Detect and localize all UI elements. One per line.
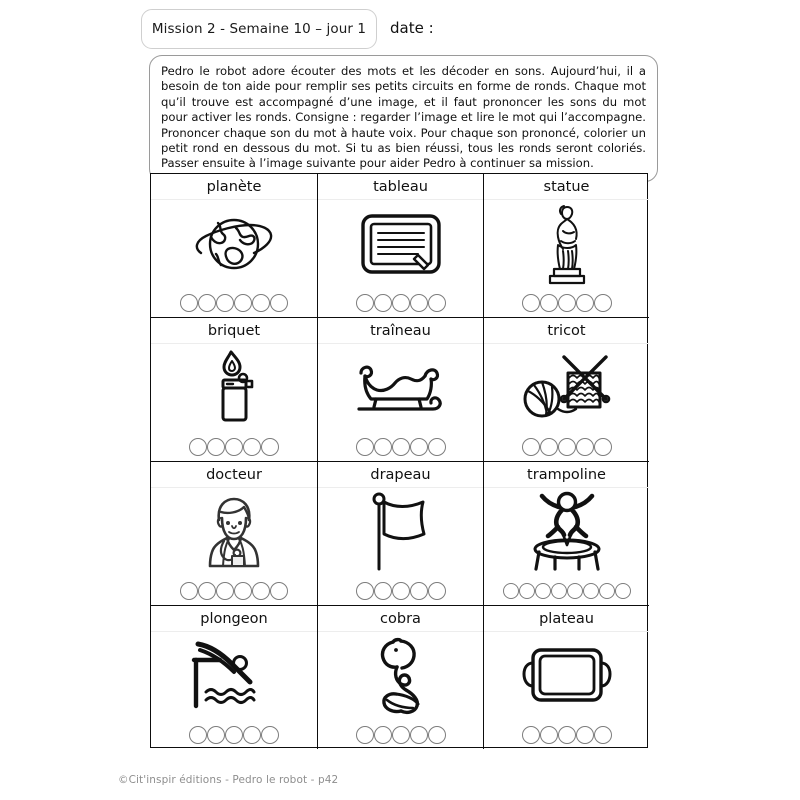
sound-circle[interactable] [540, 726, 558, 744]
sound-circle[interactable] [225, 726, 243, 744]
sound-circle[interactable] [410, 582, 428, 600]
sound-circle[interactable] [540, 294, 558, 312]
sound-circle[interactable] [392, 438, 410, 456]
instructions-text: Pedro le robot adore écouter des mots et les décoder en sons. Aujourd’hui, il a besoin de ton aide pour remplir ses petits circuits en forme de ronds. Chaque mot qu’il trouve est accompagné d’une image, et il faut prononcer les sons du mot pour activer les ronds. Consigne : regarder l’image et lire le mot qui l’accompagne. Prononcer chaque son du mot à haute voix. Pour chaque son prononcé, colorier un petit rond en dessous du mot. Si tu as bien réussi, tous les ronds seront coloriés. Passer ensuite à l’image suivante pour aider Pedro à continuer sa mission. [161, 64, 646, 171]
sound-circle[interactable] [207, 438, 225, 456]
cobra-icon [318, 632, 483, 721]
instructions-box [149, 55, 658, 182]
word-cell [151, 606, 318, 749]
sound-circle[interactable] [583, 583, 599, 599]
word-cell [484, 462, 649, 606]
sound-circle[interactable] [252, 294, 270, 312]
word-cell [484, 318, 649, 462]
sound-circle[interactable] [594, 294, 612, 312]
word-label: docteur [151, 462, 317, 488]
sound-circle[interactable] [234, 582, 252, 600]
sound-circle[interactable] [252, 582, 270, 600]
word-label: traîneau [318, 318, 483, 344]
sound-circle[interactable] [392, 294, 410, 312]
word-label: planète [151, 174, 317, 200]
planet-icon [151, 200, 317, 289]
flag-icon [318, 488, 483, 577]
word-label: tableau [318, 174, 483, 200]
mission-title-label: Mission 2 - Semaine 10 – jour 1 [151, 21, 367, 37]
sound-circle[interactable] [207, 726, 225, 744]
sound-circle[interactable] [374, 438, 392, 456]
footer-credit: ©Cit'inspir éditions - Pedro le robot - p42 [118, 774, 339, 786]
word-cell [318, 462, 484, 606]
sound-circle[interactable] [225, 438, 243, 456]
sound-circle[interactable] [180, 582, 198, 600]
sound-circle[interactable] [594, 438, 612, 456]
sound-circle[interactable] [234, 294, 252, 312]
word-grid [150, 173, 648, 748]
sound-circle[interactable] [615, 583, 631, 599]
mission-title-box [141, 9, 377, 49]
word-cell [318, 606, 484, 749]
statue-icon [484, 200, 649, 289]
page-header [0, 0, 800, 52]
sound-circles-row [151, 289, 317, 317]
sound-circle[interactable] [558, 294, 576, 312]
sound-circle[interactable] [540, 438, 558, 456]
word-cell [151, 462, 318, 606]
word-label: briquet [151, 318, 317, 344]
sound-circle[interactable] [216, 294, 234, 312]
sound-circle[interactable] [261, 726, 279, 744]
sound-circles-row [484, 289, 649, 317]
sound-circle[interactable] [198, 294, 216, 312]
sound-circles-row [484, 577, 649, 605]
sound-circle[interactable] [216, 582, 234, 600]
word-label: plateau [484, 606, 649, 632]
sound-circle[interactable] [189, 726, 207, 744]
sound-circles-row [484, 721, 649, 749]
sound-circle[interactable] [189, 438, 207, 456]
sound-circles-row [484, 433, 649, 461]
sound-circle[interactable] [567, 583, 583, 599]
sound-circle[interactable] [503, 583, 519, 599]
sound-circles-row [151, 721, 317, 749]
sound-circle[interactable] [243, 726, 261, 744]
sound-circle[interactable] [374, 726, 392, 744]
tray-icon [484, 632, 649, 721]
sound-circle[interactable] [558, 438, 576, 456]
word-cell [484, 174, 649, 318]
sound-circle[interactable] [576, 726, 594, 744]
sound-circle[interactable] [576, 438, 594, 456]
sleigh-icon [318, 344, 483, 433]
sound-circle[interactable] [392, 582, 410, 600]
sound-circles-row [151, 577, 317, 605]
sound-circle[interactable] [599, 583, 615, 599]
sound-circle[interactable] [356, 438, 374, 456]
sound-circle[interactable] [522, 294, 540, 312]
sound-circle[interactable] [180, 294, 198, 312]
sound-circle[interactable] [270, 582, 288, 600]
sound-circle[interactable] [356, 582, 374, 600]
word-cell [151, 174, 318, 318]
doctor-icon [151, 488, 317, 577]
diving-icon [151, 632, 317, 721]
sound-circle[interactable] [558, 726, 576, 744]
sound-circle[interactable] [356, 294, 374, 312]
sound-circle[interactable] [428, 726, 446, 744]
sound-circle[interactable] [551, 583, 567, 599]
sound-circle[interactable] [428, 438, 446, 456]
word-cell [318, 318, 484, 462]
lighter-icon [151, 344, 317, 433]
sound-circle[interactable] [243, 438, 261, 456]
sound-circle[interactable] [392, 726, 410, 744]
sound-circle[interactable] [576, 294, 594, 312]
sound-circle[interactable] [522, 726, 540, 744]
word-label: plongeon [151, 606, 317, 632]
word-label: cobra [318, 606, 483, 632]
sound-circle[interactable] [410, 294, 428, 312]
sound-circle[interactable] [356, 726, 374, 744]
word-label: tricot [484, 318, 649, 344]
knitting-icon [484, 344, 649, 433]
date-field-label: date : [390, 19, 434, 37]
sound-circle[interactable] [519, 583, 535, 599]
word-label: statue [484, 174, 649, 200]
sound-circle[interactable] [261, 438, 279, 456]
sound-circle[interactable] [428, 294, 446, 312]
sound-circle[interactable] [535, 583, 551, 599]
word-cell [318, 174, 484, 318]
sound-circle[interactable] [410, 726, 428, 744]
sound-circles-row [318, 721, 483, 749]
sound-circle[interactable] [270, 294, 288, 312]
trampoline-icon [484, 488, 649, 577]
sound-circles-row [318, 289, 483, 317]
sound-circle[interactable] [410, 438, 428, 456]
sound-circles-row [318, 577, 483, 605]
sound-circle[interactable] [198, 582, 216, 600]
whiteboard-icon [318, 200, 483, 289]
word-label: trampoline [484, 462, 649, 488]
sound-circle[interactable] [594, 726, 612, 744]
sound-circle[interactable] [428, 582, 446, 600]
sound-circles-row [318, 433, 483, 461]
word-cell [484, 606, 649, 749]
sound-circle[interactable] [374, 294, 392, 312]
sound-circle[interactable] [522, 438, 540, 456]
word-label: drapeau [318, 462, 483, 488]
word-cell [151, 318, 318, 462]
sound-circle[interactable] [374, 582, 392, 600]
sound-circles-row [151, 433, 317, 461]
